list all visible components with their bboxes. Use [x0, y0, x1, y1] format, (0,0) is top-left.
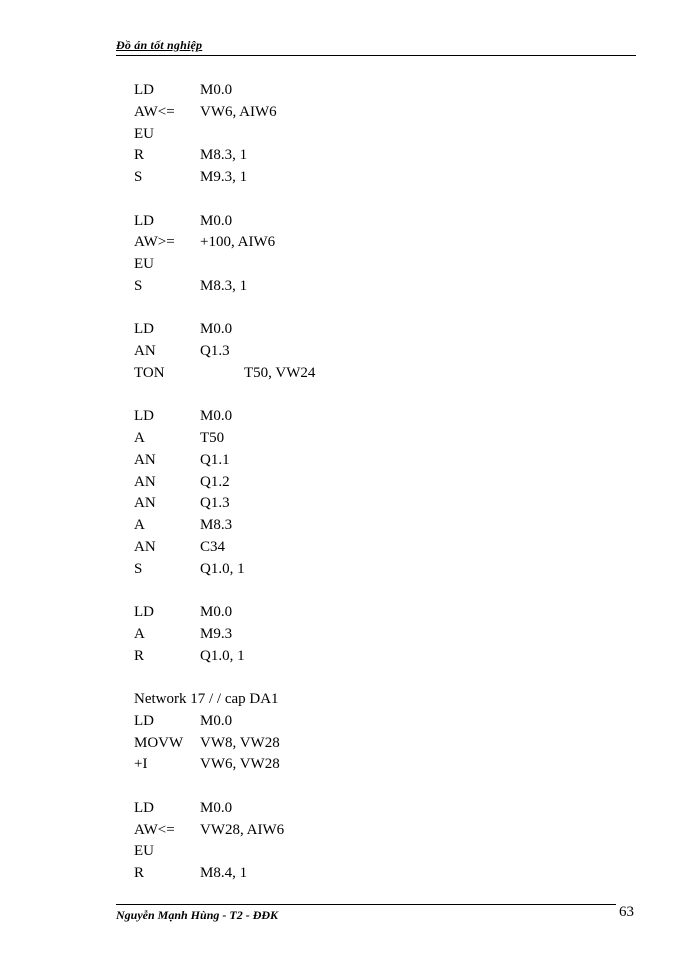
code-line	[134, 211, 534, 233]
code-line	[134, 711, 534, 733]
blank-line	[134, 298, 534, 320]
instruction-operand: VW8, VW28	[200, 734, 280, 751]
instruction-opcode: LD	[134, 212, 154, 229]
code-line	[134, 646, 534, 668]
instruction-operand: Q1.3	[200, 343, 230, 359]
blank-line	[134, 580, 534, 602]
instruction-operand: M8.3, 1	[200, 277, 248, 294]
instruction-operand: Q1.3	[200, 495, 230, 512]
code-line	[134, 232, 534, 254]
instruction-operand: Q1.2	[200, 473, 230, 490]
instruction-opcode: EU	[134, 256, 154, 272]
instruction-opcode: LD	[134, 82, 154, 98]
instruction-operand: T50, VW24	[244, 364, 316, 381]
instruction-opcode: LD	[134, 712, 154, 729]
code-line	[134, 624, 534, 646]
code-line	[134, 602, 534, 624]
instruction-opcode: AN	[134, 538, 156, 555]
code-line	[134, 124, 534, 146]
instruction-operand: Q1.1	[200, 451, 230, 468]
instruction-operand: +100, AIW6	[200, 234, 276, 251]
code-line	[134, 472, 534, 494]
code-line	[134, 820, 534, 842]
instruction-opcode: A	[134, 517, 145, 533]
instruction-opcode: R	[134, 647, 145, 664]
instruction-operand: C34	[200, 538, 226, 555]
code-line	[134, 515, 534, 537]
instruction-opcode: MOVW	[134, 734, 184, 751]
instruction-opcode: R	[134, 147, 145, 164]
code-line	[134, 450, 534, 472]
instruction-operand: M0.0	[200, 799, 233, 816]
instruction-operand: VW28, AIW6	[200, 821, 285, 838]
blank-line	[134, 189, 534, 211]
instruction-opcode: LD	[134, 321, 154, 338]
instruction-opcode: LD	[134, 408, 154, 425]
footer-rule	[116, 904, 616, 905]
instruction-opcode: A	[134, 625, 145, 642]
instruction-opcode: EU	[134, 843, 154, 860]
instruction-opcode: LD	[134, 799, 154, 816]
code-listing	[134, 80, 534, 885]
code-line	[134, 428, 534, 450]
instruction-opcode: +I	[134, 756, 148, 773]
instruction-opcode: AW<=	[134, 103, 175, 120]
footer-author: Nguyễn Mạnh Hùng - T2 - ĐĐK	[116, 908, 279, 922]
instruction-operand: Q1.0, 1	[200, 647, 245, 664]
code-line	[134, 493, 534, 515]
code-line	[134, 145, 534, 167]
instruction-operand: M0.0	[200, 212, 233, 229]
instruction-opcode: S	[134, 169, 143, 185]
header-title: Đồ án tốt nghiệp	[116, 38, 203, 52]
instruction-operand: M8.4, 1	[200, 865, 248, 881]
instruction-opcode: AN	[134, 495, 156, 512]
network-label-text: Network 17 / / cap DA1	[134, 691, 279, 707]
blank-line	[134, 385, 534, 407]
code-line	[134, 559, 534, 581]
page-number: 63	[619, 904, 634, 920]
instruction-opcode: EU	[134, 125, 154, 142]
instruction-operand: Q1.0, 1	[200, 560, 245, 577]
instruction-operand: VW6, VW28	[200, 756, 280, 773]
instruction-opcode: AW<=	[134, 821, 175, 838]
instruction-operand: VW6, AIW6	[200, 103, 277, 120]
code-line	[134, 341, 534, 363]
instruction-opcode: AN	[134, 451, 156, 468]
page-header	[116, 38, 636, 53]
code-line	[134, 167, 534, 189]
blank-line	[134, 776, 534, 798]
instruction-opcode: AN	[134, 473, 156, 490]
instruction-operand: M8.3, 1	[200, 147, 248, 164]
instruction-operand: T50	[200, 430, 225, 446]
instruction-operand: M9.3, 1	[200, 169, 248, 185]
code-line	[134, 798, 534, 820]
instruction-opcode: AN	[134, 343, 156, 359]
instruction-opcode: TON	[134, 364, 165, 381]
header-rule	[116, 55, 636, 56]
instruction-operand: M9.3	[200, 625, 233, 642]
code-line	[134, 537, 534, 559]
instruction-opcode: S	[134, 560, 143, 577]
instruction-opcode: R	[134, 865, 145, 881]
instruction-opcode: S	[134, 277, 143, 294]
instruction-operand: M0.0	[200, 712, 233, 729]
code-line	[134, 733, 534, 755]
instruction-operand: M0.0	[200, 82, 233, 98]
code-line	[134, 254, 534, 276]
code-line	[134, 841, 534, 863]
code-line	[134, 406, 534, 428]
code-line	[134, 276, 534, 298]
instruction-operand: M0.0	[200, 408, 233, 425]
code-line	[134, 863, 534, 885]
blank-line	[134, 667, 534, 689]
instruction-opcode: A	[134, 430, 145, 446]
instruction-operand: M0.0	[200, 321, 233, 338]
code-line	[134, 102, 534, 124]
code-line	[134, 754, 534, 776]
code-line	[134, 319, 534, 341]
instruction-operand: M8.3	[200, 517, 233, 533]
instruction-opcode: AW>=	[134, 234, 175, 251]
code-line	[134, 363, 534, 385]
instruction-operand: M0.0	[200, 604, 233, 620]
network-label	[134, 689, 534, 711]
code-line	[134, 80, 534, 102]
instruction-opcode: LD	[134, 604, 154, 620]
